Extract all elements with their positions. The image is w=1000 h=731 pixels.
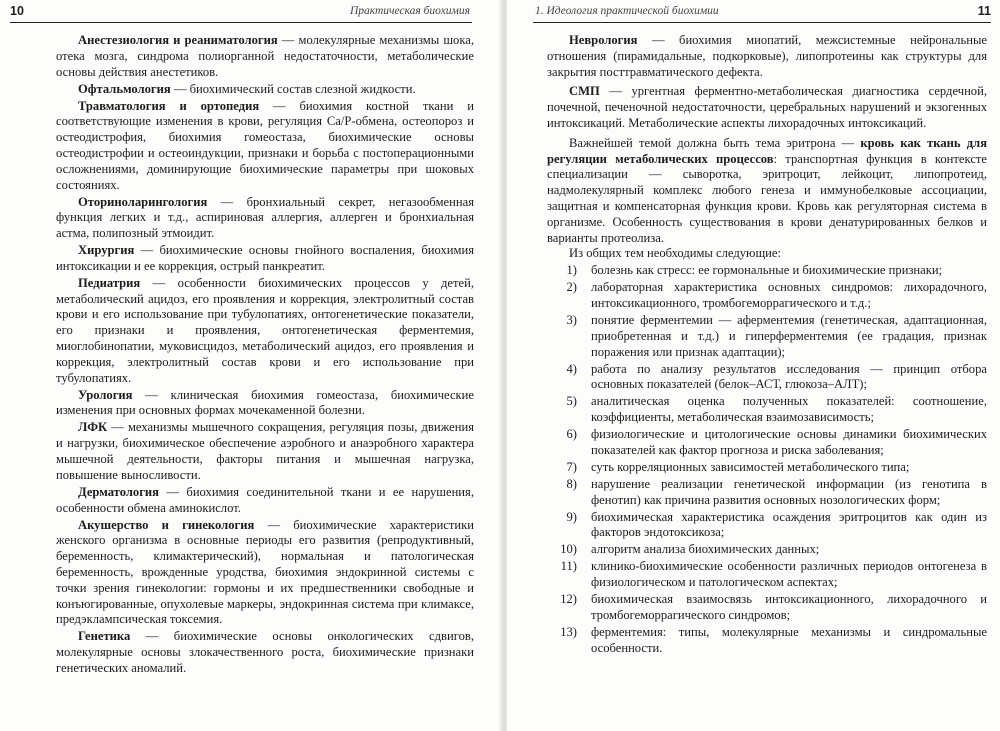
specialty-description: — молекулярные механизмы шока, отека мозга, синдрома полиорганной недостаточности, метаболические основы действия анестетиков. — [56, 33, 474, 79]
list-item-text: физиологические и цитологические основы динамики биохимических показателей как фактор прогноза и риска заболевания; — [591, 427, 987, 457]
topic-paragraph — [547, 136, 987, 247]
list-item-number: 8) — [566, 476, 577, 491]
list-item — [547, 510, 987, 542]
list-item — [547, 625, 987, 657]
right-text-column — [547, 33, 987, 658]
right-running-head — [533, 4, 991, 23]
specialty-entry — [56, 276, 474, 387]
list-item-text: аналитическая оценка полученных показателей: соотношение, коэффициенты, метаболическая взаимозависимость; — [591, 394, 987, 425]
list-item-text: алгоритм анализа биохимических данных; — [591, 542, 820, 557]
right-running-title: 1. Идеология практической биохимии — [535, 5, 719, 17]
specialty-entry — [56, 243, 474, 275]
specialty-description: — биохимия костной ткани и соответствующие изменения в крови, регуляция Ca/P-обмена, остеопороз и остеодистрофия, биохимия гомеостаза, биохимические основы остеодистрофии и остеоиндукции, признаки и борьба с постоперационными осложнениями, доминирующие биохимические параметры при шоковых состояниях. — [56, 98, 474, 192]
list-item-text: ферментемия: типы, молекулярные механизмы и синдромальные особенности. — [591, 624, 987, 655]
specialty-entry — [56, 485, 474, 517]
topic-rest: : транспортная функция в контексте специализации — сыворотка, эритроцит, лейкоцит, липопротеид, надмолекулярный комплекс любого генеза и иммунобелковые ассоциации, защитная и компенсаторная функция крови. Кровь как регуляторная система в организме. Особенность существования в крови денатурированных белков и варианты протеолиза. — [547, 151, 987, 245]
list-item-number: 4) — [566, 361, 577, 376]
left-text-column — [56, 33, 474, 678]
list-item-number: 7) — [566, 459, 577, 474]
specialty-entry — [56, 195, 474, 242]
specialty-entry — [56, 99, 474, 194]
specialty-description: — биохимия соединительной ткани и ее нарушения, особенности обмена аминокислот. — [56, 484, 474, 515]
specialty-term: Оториноларингология — [78, 194, 208, 209]
list-item — [547, 592, 987, 624]
topic-lead: Важнейшей темой должна быть тема эритрона — — [569, 135, 861, 150]
list-item-number: 12) — [560, 592, 577, 607]
specialty-term: Офтальмология — [78, 81, 171, 96]
topics-list — [547, 263, 987, 656]
list-item-number: 1) — [566, 263, 577, 278]
list-item — [547, 460, 987, 476]
list-intro: Из общих тем необходимы следующие: — [569, 246, 781, 261]
specialty-term: Анестезиология и реаниматология — [78, 33, 278, 47]
specialty-entry — [56, 420, 474, 483]
specialty-entry — [547, 84, 987, 131]
list-item-text: лабораторная характеристика основных синдромов: лихорадочного, интоксикационного, тромбогеморрагического и т.д.; — [591, 280, 987, 310]
specialty-term: Травматология и ортопедия — [78, 98, 260, 113]
specialty-entry — [56, 33, 474, 80]
topic-bold-phrase: кровь как ткань для регуляции метаболических процессов — [547, 135, 988, 166]
left-running-head — [10, 4, 472, 23]
specialty-term: ЛФК — [78, 420, 108, 435]
specialty-entry — [56, 629, 474, 676]
specialty-term: Акушерство и гинекология — [78, 517, 255, 532]
right-page — [507, 0, 1000, 731]
list-item — [547, 559, 987, 591]
list-item-text: суть корреляционных зависимостей метаболического типа; — [591, 459, 910, 474]
specialty-term: Педиатрия — [78, 275, 141, 290]
specialty-entry — [547, 33, 987, 80]
specialty-description: — особенности биохимических процессов у детей, метаболический ацидоз, его проявления и коррекция, электролитный состав крови и его использование при тубулопатиях, онтогенетические показатели, его признаки и проявления, онтогенетическая ферментемия, миоглобинопатии, муковисцидоз, метаболический ацидоз, его проявления и коррекция, электролитный состав крови и его использование при тубулопатиях. — [56, 275, 474, 385]
list-item-text: работа по анализу результатов исследования — принцип отбора основных показателей (белок–АСТ, глюкоза–АЛТ); — [591, 361, 987, 392]
list-item — [547, 263, 987, 279]
specialty-description: — механизмы мышечного сокращения, регуляция позы, движения и нагрузки, биохимическое обеспечение аэробного и анаэробного характера мышечной деятельности, факторы питания и мышечная нагрузка, повышение выносливости. — [56, 420, 474, 482]
list-item-number: 2) — [566, 280, 577, 295]
list-item-number: 6) — [566, 427, 577, 442]
list-item-text: понятие ферментемии — аферментемия (генетическая, адаптационная, приобретенная и т.д.) и гиперферментемия (ее градация, признак поражения или признак адаптации); — [591, 312, 987, 359]
specialty-description: — биохимические основы онкологических сдвигов, молекулярные основы злокачественного роста, биохимические признаки генетических аномалий. — [56, 629, 474, 675]
specialty-entry — [56, 388, 474, 420]
specialty-description: — ургентная ферментно-метаболическая диагностика сердечной, почечной, печеночной недостаточности, церебральных нарушений и экзогенных интоксикаций. Метаболические аспекты лихорадочных интоксикаций. — [547, 84, 987, 130]
specialty-entry — [56, 82, 474, 98]
specialty-entry — [56, 518, 474, 629]
list-item — [547, 477, 987, 509]
specialty-term: Урология — [78, 387, 133, 402]
list-item — [547, 313, 987, 360]
list-item-text: нарушение реализации генетической информации (из генотипа в фенотип) как причина развития основных нозологических форм; — [591, 476, 987, 507]
left-page-number: 10 — [10, 4, 24, 18]
list-item-text: биохимическая характеристика осаждения эритроцитов как один из факторов эндотоксикоза; — [591, 509, 987, 540]
specialty-description: — биохимические характеристики женского организма в основные периоды его развития (репродуктивный, беременность, климактерический), нормальная и патологическая беременность, врожденные уродства, биохимия эндокринной системы с точки зрения гинекологии: гормоны и их предшественники свободные и конъюгированные, опухолевые маркеры, эндокринная система при климаксе, предэклампсическая токсемия. — [56, 517, 474, 627]
list-item-number: 5) — [566, 394, 577, 409]
specialty-description: — биохимия миопатий, межсистемные нейрональные отношения (пирамидальные, подкорковые), липопротеины как структуры для закрытия посттравматического дефекта. — [547, 33, 987, 79]
specialty-term: СМП — [569, 84, 600, 99]
list-item-number: 10) — [560, 542, 577, 557]
right-page-number: 11 — [977, 4, 991, 18]
list-item-number: 11) — [560, 559, 577, 574]
specialty-description: — бронхиальный секрет, негазообменная функция легких и т.д., аспириновая аллергия, аллерген и бронхиальная астма, полипозный этмоидит. — [56, 194, 474, 241]
list-item — [547, 542, 987, 558]
left-running-title: Практическая биохимия — [349, 5, 470, 17]
list-item — [547, 427, 987, 459]
list-item — [547, 280, 987, 312]
list-item-text: болезнь как стресс: ее гормональные и биохимические признаки; — [591, 263, 943, 278]
list-item-number: 13) — [560, 624, 577, 639]
specialty-term: Хирургия — [78, 243, 135, 258]
specialty-term: Генетика — [78, 629, 131, 644]
list-item-number: 9) — [566, 509, 577, 524]
list-item-text: биохимическая взаимосвязь интоксикационного, лихорадочного и тромбогеморрагического синдромов; — [591, 592, 987, 622]
specialty-description: — биохимические основы гнойного воспаления, биохимия интоксикации и ее коррекция, острый панкреатит. — [56, 243, 474, 273]
specialty-description: — клиническая биохимия гомеостаза, биохимические изменения при основных формах мочекаменной болезни. — [56, 387, 474, 418]
specialty-term: Неврология — [569, 33, 638, 47]
list-item-number: 3) — [566, 312, 577, 327]
list-item-text: клинико-биохимические особенности различных периодов онтогенеза в физиологическом и патологическом аспектах; — [591, 559, 987, 590]
specialty-description: — биохимический состав слезной жидкости. — [170, 81, 416, 96]
list-item — [547, 362, 987, 394]
list-item — [547, 394, 987, 426]
specialty-term: Дерматология — [78, 484, 159, 499]
